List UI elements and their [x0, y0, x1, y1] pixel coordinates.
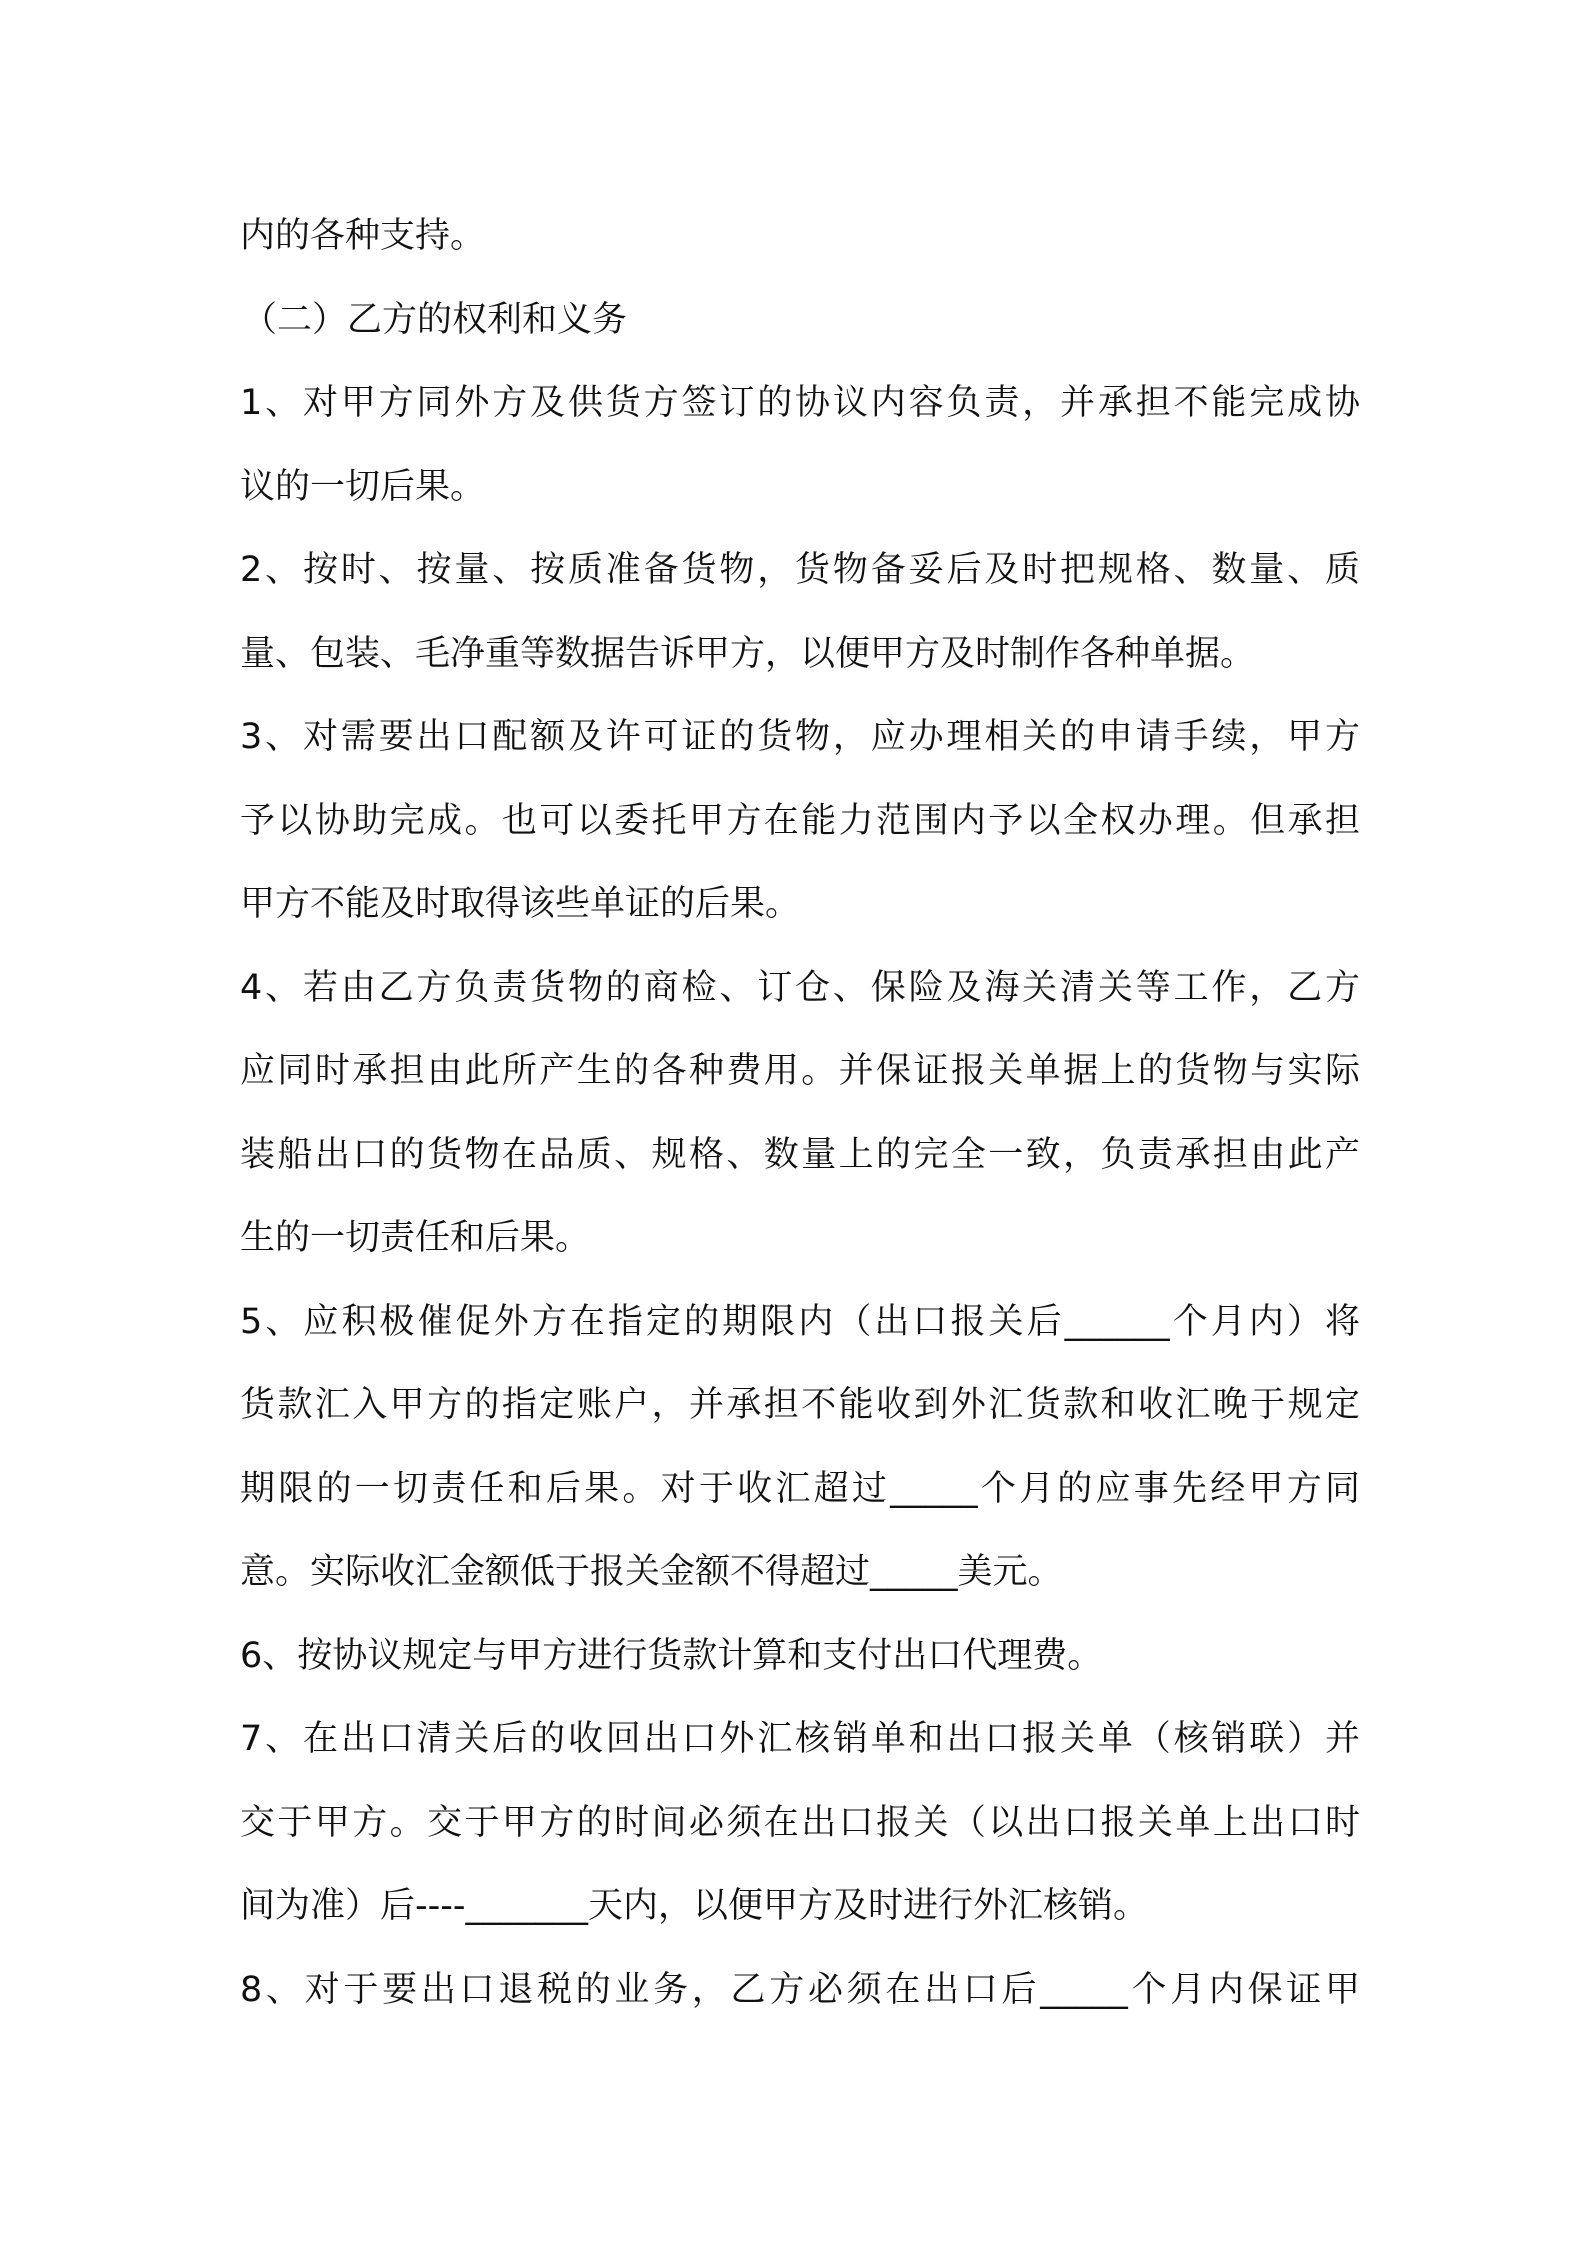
text-line: 甲方不能及时取得该些单证的后果。 [240, 884, 801, 924]
text-line: 间为准）后----_______天内，以便甲方及时进行外汇核销。 [240, 1886, 1149, 1926]
text-line: 装船出口的货物在品质、规格、数量上的完全一致，负责承担由此产 [240, 1134, 1360, 1175]
text-line: 7、在出口清关后的收回出口外汇核销单和出口报关单（核销联）并 [240, 1719, 1360, 1759]
text-line: 应同时承担由此所产生的各种费用。并保证报关单据上的货物与实际 [240, 1051, 1360, 1091]
text-line: 8、对于要出口退税的业务，乙方必须在出口后_____个月内保证甲 [240, 1969, 1360, 2010]
text-line: 2、按时、按量、按质准备货物，货物备妥后及时把规格、数量、质 [240, 550, 1360, 590]
text-line: 交于甲方。交于甲方的时间必须在出口报关（以出口报关单上出口时 [240, 1802, 1360, 1843]
text-line: 生的一切责任和后果。 [240, 1218, 591, 1258]
text-line: 4、若由乙方负责货物的商检、订仓、保险及海关清关等工作，乙方 [240, 967, 1360, 1008]
text-line: 内的各种支持。 [240, 216, 486, 256]
text-line: 意。实际收汇金额低于报关金额不得超过_____美元。 [240, 1552, 1063, 1592]
text-line: 期限的一切责任和后果。对于收汇超过_____个月的应事先经甲方同 [240, 1468, 1360, 1509]
text-line: 予以协助完成。也可以委托甲方在能力范围内予以全权办理。但承担 [240, 800, 1360, 841]
document-body [240, 195, 1360, 2032]
text-line: 3、对需要出口配额及许可证的货物，应办理相关的申请手续，甲方 [240, 717, 1360, 757]
text-line: 量、包装、毛净重等数据告诉甲方，以便甲方及时制作各种单据。 [240, 633, 1256, 674]
text-line: 5、应积极催促外方在指定的期限内（出口报关后______个月内）将 [240, 1301, 1360, 1342]
text-line: 货款汇入甲方的指定账户，并承担不能收到外汇货款和收汇晚于规定 [240, 1385, 1360, 1425]
text-line: 1、对甲方同外方及供货方签订的协议内容负责，并承担不能完成协 [240, 383, 1360, 423]
text-line: 6、按协议规定与甲方进行货款计算和支付出口代理费。 [240, 1635, 1103, 1676]
text-line: 议的一切后果。 [240, 466, 486, 507]
section-heading: （二）乙方的权利和义务 [242, 299, 628, 340]
